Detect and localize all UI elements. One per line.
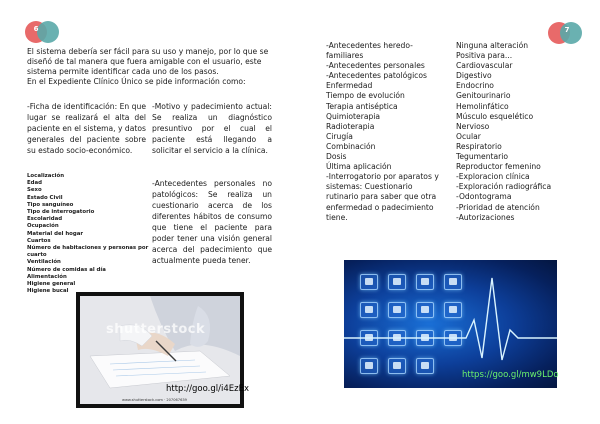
list-item: enfermedad o padecimiento [326,202,434,212]
list-item: -Antecedentes heredo- [326,41,413,50]
field-item: Estado Civil [27,194,63,201]
list-item: Radioterapia [326,121,375,131]
list-item: -Autorizaciones [456,212,515,222]
list-item: Tiempo de evolución [326,91,405,101]
field-item: Sexo [27,187,42,194]
list-item: -Exploracion clínica [456,172,530,182]
field-item: Material del hogar [27,230,84,237]
list-item: -Antecedentes patológicos [326,71,427,81]
list-item: rutinario para saber que otra [326,192,437,202]
list-item: Tegumentario [456,152,509,162]
list-item: Terapia antiséptica [326,101,398,111]
doctor-photo [76,292,250,408]
field-item: Higiene bucal [27,288,69,295]
intro-line-1: El sistema debería ser fácil para su uso y manejo, por lo que se [27,47,269,56]
list-item: -Exploración radiográfica [456,182,552,192]
list-item: sistemas: Cuestionario [326,182,413,192]
list-item: Genitourinario [456,91,511,101]
list-item: Dosis [326,152,347,162]
list-item: Ocular [456,131,481,141]
field-item: Ocupación [27,223,59,230]
list-item: Digestivo [456,71,492,81]
list-item: Hemolinfático [456,101,509,111]
list-item: -Odontograma [456,192,512,202]
field-item: Edad [27,180,43,187]
heartbeat-line-icon [344,260,557,388]
antecedentes-no-patologicos-text: -Antecedentes personales no patológicos: Se realiza un cuestionario acerca de los diferentes hábitos de consumo que tiene el paciente para poder tener una visión general acerca del padecimiento que actualmente pueda tener. [152,179,272,265]
page-number-right: 7 [564,26,570,34]
list-item: Quimioterapia [326,111,381,121]
field-item: Escolaridad [27,216,63,223]
intro-line-4: En el Expediente Clínico Único se pide información como: [27,77,246,86]
right-list-right [456,41,576,223]
medical-tech-image [344,260,557,388]
list-item: Cirugía [326,131,353,141]
motivo-padecimiento-text: -Motivo y padecimiento actual: Se realiza un diagnóstico presuntivo por el cual el paciente está llegando a solicitar el servicio a la clínica. [152,102,272,155]
field-item: Localización [27,173,65,179]
list-item: Nervioso [456,121,490,131]
field-item: Higiene general [27,281,76,288]
page-number-left: 6 [33,25,39,33]
list-item: -Antecedentes personales [326,61,425,71]
page-number-badge-left [25,21,61,45]
list-item: -Interrogatorio por aparatos y [326,172,439,182]
list-item: Combinación [326,141,376,151]
field-item: Alimentación [27,273,67,280]
photo-watermark: shutterstock [106,322,206,337]
intro-paragraph [27,47,277,87]
ficha-identificacion-text: -Ficha de identificación: En que lugar se realizará el alta del paciente en el sistema, y datos generales del paciente sobre su estado socio-económico. [27,102,146,155]
field-item: Cuartos [27,237,51,244]
field-item: Ventilación [27,259,61,266]
list-item: Respiratorio [456,141,502,151]
intro-line-2: diseñó de tal manera que fuera amigable con el usuario, este [27,57,262,66]
right-list-left [326,41,454,223]
ficha-fields-list [27,173,149,295]
field-item: Número de habitaciones y personas por cuarto [27,245,149,259]
list-item: Reproductor femenino [456,162,541,172]
intro-line-3: sistema permite identificar cada uno de los pasos. [27,67,219,76]
list-item: tiene. [326,212,348,222]
photo-footer: www.shutterstock.com · 207067639 [122,398,187,402]
field-item: Tipo de interrogatorio [27,209,95,216]
field-item: Tipo sanguíneo [27,201,74,208]
list-item: -Prioridad de atención [456,202,540,212]
list-item: Positiva para... [456,51,513,61]
list-item: Última aplicación [326,162,392,172]
field-item: Número de comidas al día [27,266,106,273]
list-item: familiares [326,51,364,61]
photo-caption-link[interactable]: http://goo.gl/i4EzEx [166,384,250,394]
list-item: Músculo esquelético [456,111,534,121]
tech-image-caption-link[interactable]: https://goo.gl/mw9LDo [462,370,559,380]
list-item: Endocrino [456,81,494,91]
list-item: Ninguna alteración [456,41,529,50]
list-item: Enfermedad [326,81,373,91]
list-item: Cardiovascular [456,61,513,71]
